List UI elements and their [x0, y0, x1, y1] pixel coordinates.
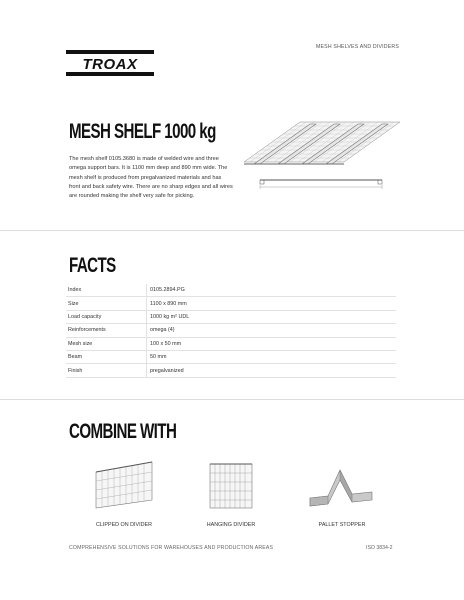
facts-table — [66, 284, 396, 378]
product-description: The mesh shelf 0105.3680 is made of welded wire and three omega support bars. It is 1100 mm deep and 890 mm wide. The mesh shelf is produced from pregalvanized materials and has front and back safety wire. There are no sharp edges and all wires are rounded making the shelf very safe for picking. — [69, 156, 233, 200]
table-row — [66, 337, 396, 350]
pallet-stopper-image — [306, 466, 378, 510]
table-row — [66, 297, 396, 310]
table-row — [66, 350, 396, 363]
fact-value: pregalvanized — [147, 364, 397, 377]
footer-tagline: COMPREHENSIVE SOLUTIONS FOR WAREHOUSES AND PRODUCTION AREAS — [69, 545, 274, 551]
fact-value: 1000 kg m² UDL — [147, 310, 397, 323]
fact-value: 50 mm — [147, 350, 397, 363]
table-row — [66, 364, 396, 377]
combine-item-label: PALLET STOPPER — [318, 522, 366, 528]
hanging-divider-image — [206, 462, 256, 512]
fact-value: 100 x 50 mm — [147, 337, 397, 350]
fact-key: Size — [66, 297, 147, 310]
table-row — [66, 324, 396, 337]
section-label: MESH SHELVES AND DIVIDERS — [316, 44, 400, 50]
clipped-divider-image — [94, 460, 156, 510]
combine-item-label: HANGING DIVIDER — [206, 522, 256, 528]
logo-text: TROAX — [82, 56, 138, 73]
section-divider — [0, 230, 464, 231]
fact-key: Beam — [66, 350, 147, 363]
fact-value: 1100 x 890 mm — [147, 297, 397, 310]
mesh-shelf-image — [240, 118, 402, 170]
table-row — [66, 310, 396, 323]
fact-value: 0105.2894.PG — [147, 284, 397, 297]
fact-value: omega (4) — [147, 324, 397, 337]
fact-key: Index — [66, 284, 147, 297]
table-row — [66, 284, 396, 297]
fact-key: Mesh size — [66, 337, 147, 350]
fact-key: Reinforcements — [66, 324, 147, 337]
combine-item-label: CLIPPED ON DIVIDER — [95, 522, 152, 528]
technical-drawing — [256, 176, 386, 190]
footer-certification: ISO 3834-2 — [366, 545, 393, 551]
fact-key: Finish — [66, 364, 147, 377]
facts-title: FACTS — [69, 254, 116, 277]
troax-logo — [66, 50, 154, 76]
section-divider — [0, 399, 464, 400]
fact-key: Load capacity — [66, 310, 147, 323]
combine-title: COMBINE WITH — [69, 420, 177, 443]
product-title: MESH SHELF 1000 kg — [69, 120, 216, 143]
